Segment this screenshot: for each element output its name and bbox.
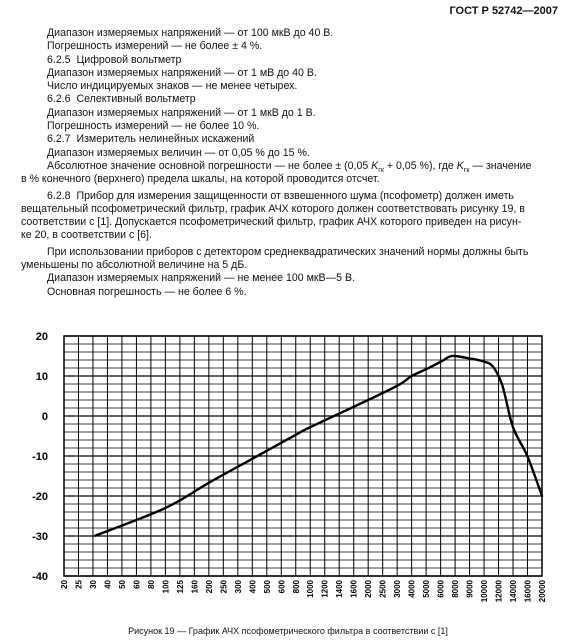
x-tick-label: 3000	[393, 580, 403, 598]
chart-grid	[64, 336, 542, 576]
text-run: + 0,05 %), где	[383, 159, 457, 172]
text-line: Погрешность измерений — не более 10 %.	[47, 120, 260, 133]
x-tick-label: 100	[161, 580, 171, 594]
document-header: ГОСТ Р 52742—2007	[449, 5, 558, 17]
text-line: Диапазон измеряемых напряжений — от 100 мкВ до 40 В.	[47, 27, 334, 39]
y-tick-label: -40	[32, 571, 48, 583]
y-tick-label: -10	[32, 451, 48, 463]
text-line: Диапазон измеряемых напряжений — от 1 мкВ до 1 В.	[47, 106, 316, 119]
text-run: Абсолютное значение основной погрешности — не более ± (0,05	[47, 159, 372, 172]
x-tick-label: 30	[88, 580, 98, 589]
symbol-subscript: гк	[463, 167, 470, 175]
y-axis-ticks	[32, 331, 48, 583]
x-tick-label: 20	[60, 580, 69, 589]
paragraph-line: в % конечного (верхнего) предела шкалы, на которой проводится отсчет.	[21, 173, 380, 186]
text-line: Число индицируемых знаков — не менее четырех.	[47, 80, 298, 93]
x-tick-label: 1600	[349, 580, 359, 598]
y-tick-label: -30	[32, 531, 48, 543]
text-line: Диапазон измеряемых напряжений — не менее 100 мкВ—5 В.	[47, 272, 356, 285]
x-tick-label: 160	[190, 580, 200, 594]
x-tick-label: 9000	[465, 580, 475, 598]
x-tick-label: 125	[175, 580, 185, 594]
x-tick-label: 20000	[538, 580, 547, 603]
paragraph-line: ке 20, в соответствии с [6].	[21, 229, 152, 242]
x-tick-label: 80	[146, 580, 156, 589]
text-line: Диапазон измеряемых напряжений — от 1 мВ до 40 В.	[47, 66, 317, 79]
x-tick-label: 300	[233, 580, 243, 594]
symbol-k: K	[456, 159, 464, 172]
x-tick-label: 400	[248, 580, 258, 594]
y-tick-label: 10	[35, 371, 48, 383]
x-tick-label: 40	[103, 580, 113, 589]
x-tick-label: 12000	[494, 580, 504, 603]
text-line: Диапазон измеряемых величин — от 0,05 % до 15 %.	[47, 146, 310, 159]
x-tick-label: 200	[204, 580, 214, 594]
section-heading: 6.2.6 Селективный вольтметр	[47, 93, 196, 106]
paragraph-line: соответствии с [1]. Допускается псофометрический фильтр, график АЧХ которого приведен на рисун-	[21, 216, 522, 229]
x-tick-label: 60	[132, 580, 142, 589]
paragraph-line: вещательный псофометрический фильтр, график АЧХ которого должен соответствовать рисунку 19, в	[21, 202, 525, 215]
x-tick-label: 8000	[451, 580, 461, 598]
x-tick-label: 1000	[306, 580, 316, 598]
x-tick-label: 50	[117, 580, 127, 589]
x-tick-label: 16000	[523, 580, 533, 603]
x-tick-label: 1200	[320, 580, 330, 598]
symbol-subscript: гк	[378, 167, 384, 175]
x-tick-label: 2000	[364, 580, 374, 598]
x-tick-label: 10000	[480, 580, 490, 603]
section-heading: 6.2.5 Цифровой вольтметр	[47, 53, 182, 66]
x-tick-label: 600	[277, 580, 287, 594]
figure-caption: Рисунок 19 — График АЧХ псофометрического фильтра в соответствии с [1]	[128, 626, 448, 636]
text-line: Основная погрешность — не более 6 %.	[47, 285, 247, 298]
x-tick-label: 250	[219, 580, 229, 594]
x-axis-ticks	[60, 579, 547, 602]
y-tick-label: 20	[35, 331, 48, 343]
x-tick-label: 4000	[407, 580, 417, 598]
section-heading: 6.2.7 Измеритель нелинейных искажений	[47, 133, 255, 146]
x-tick-label: 500	[262, 580, 272, 594]
x-tick-label: 2500	[378, 580, 388, 598]
y-tick-label: 0	[41, 411, 48, 423]
x-tick-label: 14000	[509, 580, 519, 603]
x-tick-label: 5000	[422, 580, 432, 598]
x-tick-label: 800	[291, 580, 301, 594]
x-tick-label: 25	[74, 580, 84, 589]
text-run: — значение	[469, 159, 532, 172]
y-tick-label: -20	[32, 491, 48, 503]
x-tick-label: 6000	[436, 580, 446, 598]
paragraph-line: уменьшены по абсолютной величине на 5 дБ.	[21, 259, 248, 272]
text-line: Погрешность измерений — не более ± 4 %.	[47, 40, 263, 53]
response-curve	[95, 356, 542, 536]
symbol-k: K	[371, 159, 379, 172]
x-tick-label: 1400	[335, 580, 345, 598]
paragraph-line: При использовании приборов с детектором среднеквадратических значений нормы должны быть	[47, 245, 529, 258]
paragraph-line: 6.2.8 Прибор для измерения защищенности от взвешенного шума (псофометр) должен иметь	[47, 189, 514, 202]
